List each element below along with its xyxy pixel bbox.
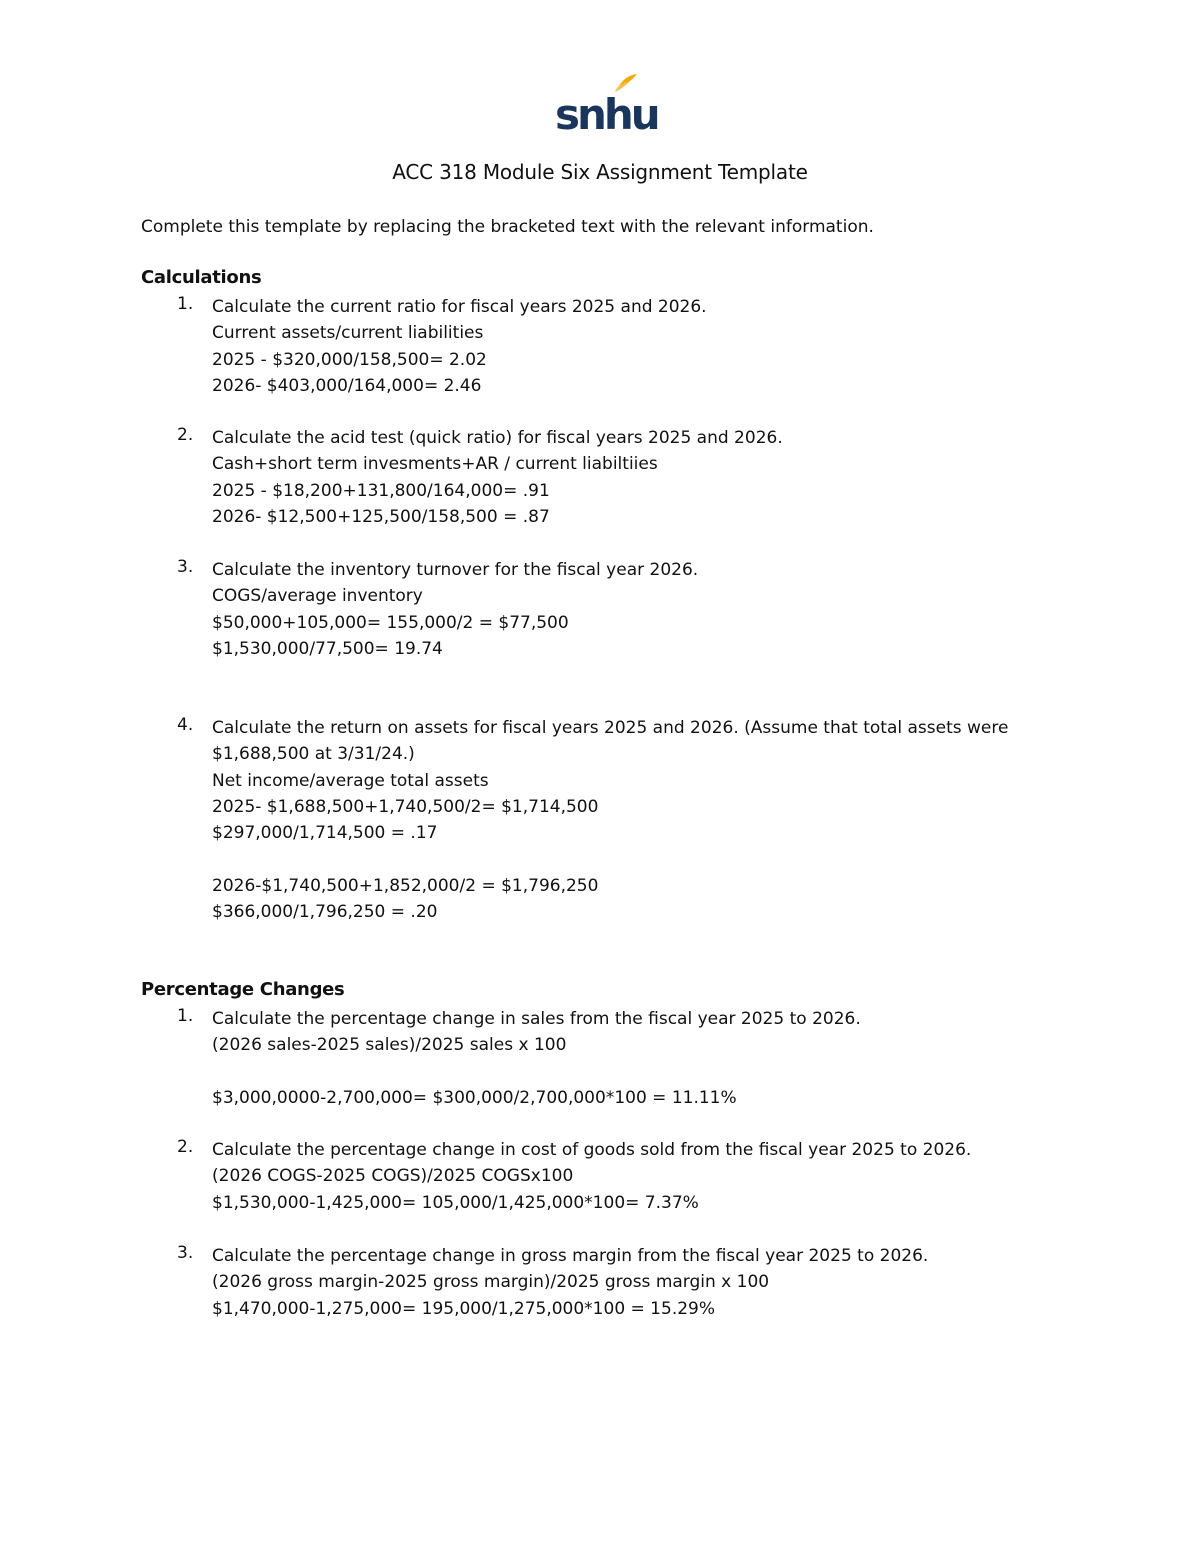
question-text: Calculate the percentage change in cost of goods sold from the fiscal year 2025 to 2026. — [212, 1140, 972, 1160]
answer-line: 2025 - $320,000/158,500= 2.02 — [212, 349, 487, 370]
item-number: 1. — [177, 294, 194, 314]
snhu-logo — [553, 72, 658, 139]
question-text: Calculate the percentage change in sales from the fiscal year 2025 to 2026. — [212, 1009, 861, 1029]
item-number: 3. — [177, 557, 194, 577]
answer-line: $50,000+105,000= 155,000/2 = $77,500 — [212, 612, 569, 633]
item-number: 4. — [177, 715, 194, 735]
answer-line: Net income/average total assets — [212, 770, 489, 791]
answer-line: $366,000/1,796,250 = .20 — [212, 902, 438, 923]
question-text: Calculate the current ratio for fiscal years 2025 and 2026. — [212, 297, 707, 317]
item-number: 3. — [177, 1243, 194, 1263]
question-text-continued: $1,688,500 at 3/31/24.) — [212, 744, 415, 765]
question-text: Calculate the inventory turnover for the fiscal year 2026. — [212, 560, 699, 580]
item-number: 2. — [177, 1137, 194, 1157]
answer-line: $1,530,000-1,425,000= 105,000/1,425,000*100= 7.37% — [212, 1192, 699, 1213]
answer-line: COGS/average inventory — [212, 586, 423, 607]
answer-line: Cash+short term invesments+AR / current liabiltiies — [212, 454, 658, 475]
answer-line: $1,530,000/77,500= 19.74 — [212, 638, 443, 659]
question-text: Calculate the percentage change in gross margin from the fiscal year 2025 to 2026. — [212, 1246, 929, 1266]
answer-line: (2026 COGS-2025 COGS)/2025 COGSx100 — [212, 1166, 574, 1187]
answer-line: 2026- $12,500+125,500/158,500 = .87 — [212, 506, 550, 527]
answer-line: $1,470,000-1,275,000= 195,000/1,275,000*100 = 15.29% — [212, 1298, 716, 1319]
answer-line: Current assets/current liabilities — [212, 323, 484, 344]
intro-text: Complete this template by replacing the bracketed text with the relevant information. — [141, 217, 874, 237]
question-text: Calculate the return on assets for fiscal years 2025 and 2026. (Assume that total assets were — [212, 718, 1009, 738]
answer-line: (2026 sales-2025 sales)/2025 sales x 100 — [212, 1035, 567, 1056]
answer-line: 2026- $403,000/164,000= 2.46 — [212, 375, 482, 396]
svg-text:snhu: snhu — [555, 90, 658, 139]
item-number: 1. — [177, 1006, 194, 1026]
answer-line: 2026-$1,740,500+1,852,000/2 = $1,796,250 — [212, 875, 599, 896]
answer-line: 2025- $1,688,500+1,740,500/2= $1,714,500 — [212, 796, 599, 817]
item-number: 2. — [177, 425, 194, 445]
calculations-heading: Calculations — [141, 267, 262, 288]
percentage-changes-heading: Percentage Changes — [141, 979, 345, 1000]
answer-line: $297,000/1,714,500 = .17 — [212, 823, 438, 844]
question-text: Calculate the acid test (quick ratio) for fiscal years 2025 and 2026. — [212, 428, 783, 448]
answer-line: $3,000,0000-2,700,000= $300,000/2,700,000*100 = 11.11% — [212, 1087, 737, 1108]
answer-line: 2025 - $18,200+131,800/164,000= .91 — [212, 480, 550, 501]
answer-line: (2026 gross margin-2025 gross margin)/2025 gross margin x 100 — [212, 1272, 770, 1293]
document-title: ACC 318 Module Six Assignment Template — [392, 160, 808, 184]
